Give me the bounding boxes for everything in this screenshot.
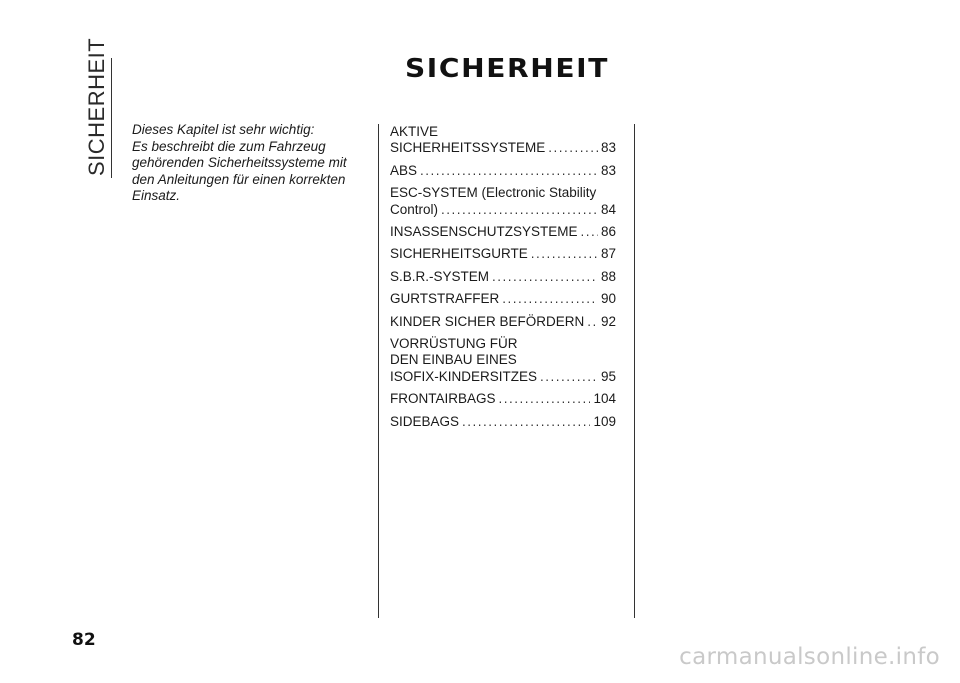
toc-page-number: 83: [600, 162, 616, 178]
side-rule: [111, 58, 112, 178]
toc-entry-title: SICHERHEITSGURTE: [390, 246, 528, 262]
toc-entry[interactable]: [390, 269, 616, 285]
toc-entry[interactable]: [390, 336, 616, 385]
column-rule-right: [634, 124, 635, 618]
toc-entry-row: [390, 140, 616, 156]
page-number: 82: [72, 630, 96, 650]
toc-entry[interactable]: [390, 224, 616, 240]
intro-line: gehörenden Sicherheitssysteme mit: [132, 155, 347, 170]
toc-page-number: 84: [600, 201, 616, 217]
toc-page-number: 86: [600, 224, 616, 240]
toc-leader-dots: [492, 269, 598, 285]
toc-entry-title: SICHERHEITSSYSTEME: [390, 140, 546, 156]
column-rule-left: [378, 124, 379, 618]
toc-leader-dots: [441, 202, 598, 218]
toc-entry[interactable]: [390, 185, 616, 218]
toc-leader-dots: [531, 246, 598, 262]
toc-entry-row: [390, 414, 616, 430]
toc-entry[interactable]: [390, 246, 616, 262]
toc-page-number: 92: [600, 313, 616, 329]
toc-page-number: 88: [600, 268, 616, 284]
toc-entry-row: [390, 369, 616, 385]
toc-entry-row: [390, 224, 616, 240]
toc-entry-row: [390, 246, 616, 262]
toc-leader-dots: [540, 369, 598, 385]
toc-entry-title: ABS: [390, 162, 418, 178]
toc-leader-dots: [499, 391, 591, 407]
toc-entry-row: [390, 314, 616, 330]
toc-leader-dots: [587, 314, 598, 330]
toc-entry-title-line: ESC-SYSTEM (Electronic Stability: [390, 185, 597, 201]
toc-entry-title: SIDEBAGS: [390, 413, 460, 429]
toc-page-number: 90: [600, 291, 616, 307]
toc-entry-title: FRONTAIRBAGS: [390, 391, 496, 407]
table-of-contents: [390, 124, 616, 436]
toc-entry-title: ISOFIX-KINDERSITZES: [390, 368, 538, 384]
toc-leader-dots: [420, 163, 598, 179]
toc-leader-dots: [502, 291, 598, 307]
toc-entry-title: KINDER SICHER BEFÖRDERN: [390, 313, 585, 329]
intro-line: Einsatz.: [132, 188, 181, 203]
toc-entry[interactable]: [390, 414, 616, 430]
toc-entry[interactable]: [390, 163, 616, 179]
toc-page-number: 83: [600, 140, 616, 156]
toc-entry-row: [390, 269, 616, 285]
toc-entry-title-line: VORRÜSTUNG FÜR: [390, 336, 518, 352]
toc-entry-title: Control): [390, 201, 439, 217]
toc-page-number: 95: [600, 368, 616, 384]
intro-line: den Anleitungen für einen korrekten: [132, 171, 346, 187]
watermark: carmanualsonline.info: [679, 644, 940, 670]
toc-entry[interactable]: [390, 124, 616, 157]
toc-page-number: 104: [593, 391, 616, 407]
toc-leader-dots: [581, 224, 598, 240]
toc-entry-title-line: AKTIVE: [390, 124, 439, 139]
toc-entry[interactable]: [390, 314, 616, 330]
toc-page-number: 87: [600, 246, 616, 262]
chapter-title: SICHERHEIT: [404, 54, 610, 84]
toc-entry-title: GURTSTRAFFER: [390, 291, 500, 307]
toc-entry[interactable]: [390, 291, 616, 307]
intro-line: Es beschreibt die zum Fahrzeug: [132, 138, 326, 154]
toc-page-number: 109: [593, 413, 616, 429]
toc-entry-row: [390, 391, 616, 407]
chapter-side-label: SICHERHEIT: [84, 37, 109, 176]
toc-entry-title-line: DEN EINBAU EINES: [390, 352, 517, 368]
toc-entry-title: S.B.R.-SYSTEM: [390, 268, 490, 284]
toc-entry-row: [390, 202, 616, 218]
intro-text: [132, 122, 362, 205]
toc-entry-row: [390, 163, 616, 179]
toc-entry-row: [390, 291, 616, 307]
toc-entry-title: INSASSENSCHUTZSYSTEME: [390, 224, 578, 240]
toc-entry[interactable]: [390, 391, 616, 407]
toc-leader-dots: [462, 414, 590, 430]
toc-leader-dots: [548, 140, 598, 156]
intro-line: Dieses Kapitel ist sehr wichtig:: [132, 122, 315, 137]
